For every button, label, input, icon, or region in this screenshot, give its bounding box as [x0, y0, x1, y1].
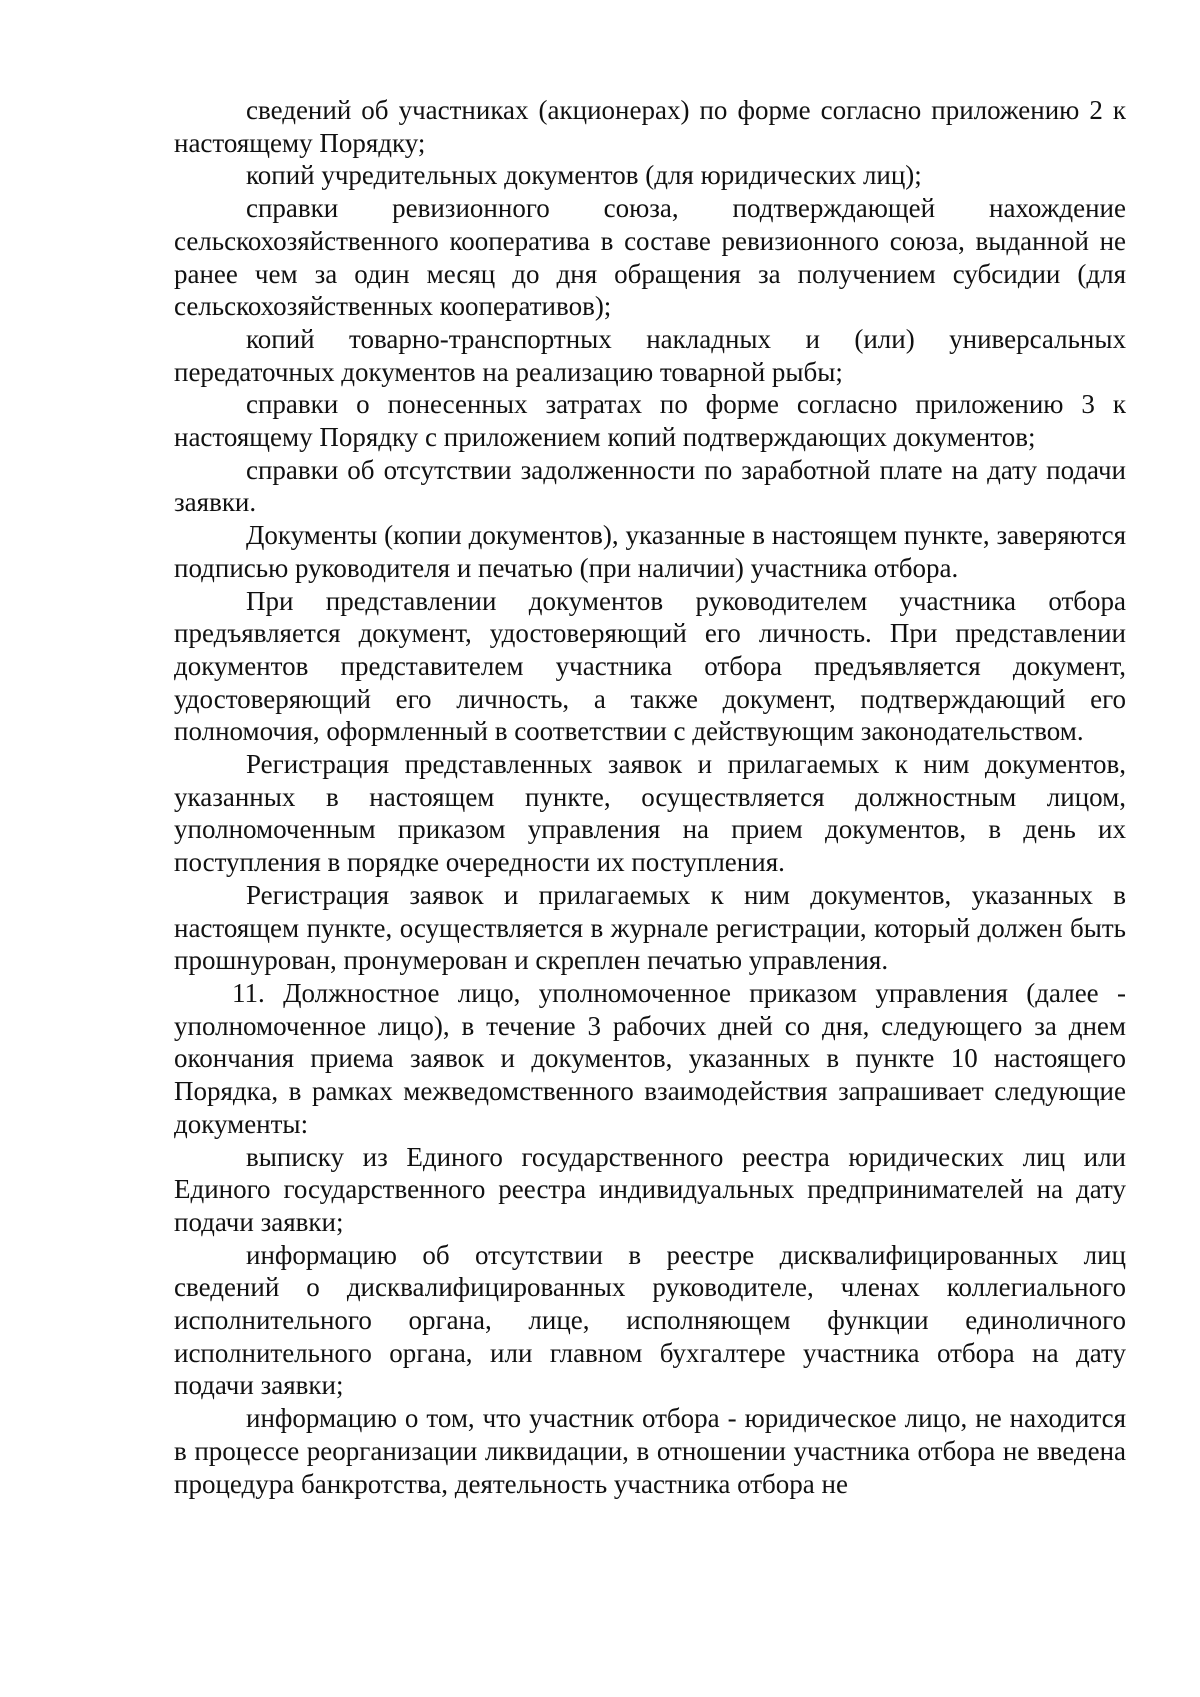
paragraph-registry-extract: выписку из Единого государственного реестра юридических лиц или Единого государственного реестра индивидуальных предпринимателей на дату подачи заявки; — [174, 1141, 1126, 1237]
paragraph-reorganization-info: информацию о том, что участник отбора - юридическое лицо, не находится в процессе реорганизации ликвидации, в отношении участника отбора не введена процедура банкротства, деятельность участника отбора не — [174, 1403, 1126, 1499]
paragraph-document-certification: Документы (копии документов), указанные в настоящем пункте, заверяются подписью руководителя и печатью (при наличии) участника отбора. — [174, 520, 1126, 583]
paragraph-registration-journal: Регистрация заявок и прилагаемых к ним документов, указанных в настоящем пункте, осуществляется в журнале регистрации, который должен быть прошнурован, пронумерован и скреплен печатью управления. — [174, 879, 1126, 976]
paragraph-audit-union-certificate: справки ревизионного союза, подтверждающей нахождение сельскохозяйственного кооператива в составе ревизионного союза, выданной не ранее чем за один месяц до дня обращения за получением субсидии (для сельскохозяйственных кооперативов); — [174, 193, 1126, 322]
paragraph-participants-info: сведений об участниках (акционерах) по форме согласно приложению 2 к настоящему Порядку; — [174, 95, 1126, 158]
paragraph-disqualified-persons-info: информацию об отсутствии в реестре дисквалифицированных лиц сведений о дисквалифицированных руководителе, членах коллегиального исполнительного органа, лице, исполняющем функции единоличного исполнительного органа, или главном бухгалтере участника отбора на дату подачи заявки; — [174, 1239, 1126, 1401]
paragraph-identity-presentation: При представлении документов руководителем участника отбора предъявляется документ, удостоверяющий его личность. При представлении документов представителем участника отбора предъявляется документ, удостоверяющий его личность, а также документ, подтверждающий его полномочия, оформленный в соответствии с действующим законодательством. — [174, 585, 1126, 747]
paragraph-founding-docs: копий учредительных документов (для юридических лиц); — [246, 160, 922, 191]
document-page — [174, 94, 1126, 1500]
paragraph-expenses-certificate: справки о понесенных затратах по форме согласно приложению 3 к настоящему Порядку с приложением копий подтверждающих документов; — [174, 389, 1126, 453]
paragraph-no-wage-debt: справки об отсутствии задолженности по заработной плате на дату подачи заявки. — [174, 454, 1126, 518]
paragraph-waybills: копий товарно-транспортных накладных и (или) универсальных передаточных документов на реализацию товарной рыбы; — [174, 323, 1126, 387]
paragraph-registration-of-applications: Регистрация представленных заявок и прилагаемых к ним документов, указанных в настоящем пункте, осуществляется должностным лицом, уполномоченным приказом управления на прием документов, в день их поступления в порядке очередности их поступления. — [174, 749, 1126, 878]
paragraph-item-11: 11. Должностное лицо, уполномоченное приказом управления (далее - уполномоченное лицо), в течение 3 рабочих дней со дня, следующего за днем окончания приема заявок и документов, указанных в пункте 10 настоящего Порядка, в рамках межведомственного взаимодействия запрашивает следующие документы: — [174, 977, 1126, 1139]
